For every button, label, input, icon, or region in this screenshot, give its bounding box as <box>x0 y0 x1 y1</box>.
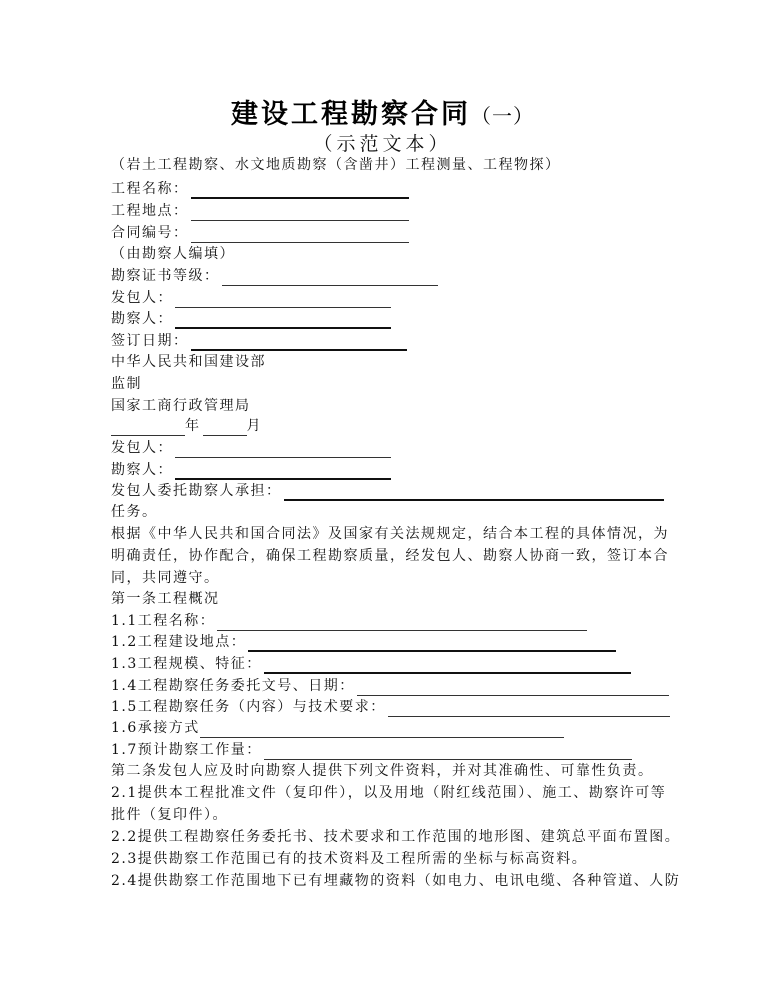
article2-item: 2.4提供勘察工作范围地下已有埋藏物的资料（如电力、电讯电缆、各种管道、人防 <box>111 873 681 889</box>
item-blank[interactable] <box>264 744 632 760</box>
article1-item <box>111 654 631 674</box>
client-blank-2[interactable] <box>175 442 391 458</box>
item-blank[interactable] <box>217 615 587 631</box>
party-field-sign-date <box>111 331 407 351</box>
contract-number-blank[interactable] <box>191 227 409 243</box>
field-label: 发包人： <box>111 440 173 456</box>
cover-field-contract-number <box>111 223 409 243</box>
item-label: 1.1工程名称： <box>111 613 216 629</box>
entrust-blank[interactable] <box>284 484 664 501</box>
item-label: 1.5工程勘察任务（内容）与技术要求： <box>111 699 386 715</box>
item-label: 1.6承接方式 <box>111 720 200 736</box>
article1-item <box>111 697 670 717</box>
item-blank[interactable] <box>264 657 631 674</box>
item-blank[interactable] <box>357 680 669 696</box>
item-label: 1.3工程规模、特征： <box>111 656 262 672</box>
cert-level-blank[interactable] <box>222 270 438 286</box>
field-label: 勘察人： <box>111 462 173 478</box>
item-label: 1.7预计勘察工作量： <box>111 742 262 758</box>
field-label: 合同编号： <box>111 225 189 241</box>
field-label: 勘察人： <box>111 311 173 327</box>
article1-item <box>111 676 669 696</box>
field-label: 发包人： <box>111 290 173 306</box>
date-line <box>111 416 262 436</box>
article1-item <box>111 611 587 631</box>
entrust-label: 发包人委托勘察人承担： <box>111 483 282 499</box>
party-field-surveyor <box>111 309 391 329</box>
preamble-line: 同，共同遵守。 <box>111 570 220 586</box>
cover-field-project-location <box>111 201 409 221</box>
scope-note: （岩土工程勘察、水文地质勘察（含凿井）工程测量、工程物探） <box>111 157 561 173</box>
year-label: 年 <box>185 418 201 434</box>
party-field-surveyor-2 <box>111 460 391 480</box>
preamble-line: 明确责任，协作配合，确保工程勘察质量，经发包人、勘察人协商一致，签订本合 <box>111 548 669 564</box>
preamble-line: 根据《中华人民共和国合同法》及国家有关法规规定，结合本工程的具体情况，为 <box>111 526 669 542</box>
year-blank[interactable] <box>111 420 185 436</box>
article2-item: 2.2提供工程勘察任务委托书、技术要求和工作范围的地形图、建筑总平面布置图。 <box>111 829 681 845</box>
item-label: 1.4工程勘察任务委托文号、日期： <box>111 678 355 694</box>
client-blank[interactable] <box>175 292 391 308</box>
article2-title: 第二条发包人应及时向勘察人提供下列文件资料，并对其准确性、可靠性负责。 <box>111 763 654 779</box>
article1-title: 第一条工程概况 <box>111 591 220 607</box>
fill-note: （由勘察人编填） <box>111 246 235 262</box>
article2-item: 2.3提供勘察工作范围已有的技术资料及工程所需的坐标与标高资料。 <box>111 851 588 867</box>
article2-item: 批件（复印件）。 <box>111 807 228 823</box>
cover-field-project-name <box>111 179 409 199</box>
surveyor-blank-2 <box>175 463 391 480</box>
project-location-blank[interactable] <box>191 205 409 221</box>
article1-item <box>111 632 616 652</box>
item-blank[interactable] <box>388 701 670 717</box>
project-name-blank[interactable] <box>191 182 409 199</box>
field-label: 工程名称： <box>111 181 189 197</box>
article2-item: 2.1提供本工程批准文件（复印件），以及用地（附红线范围）、施工、勘察许可等 <box>111 785 667 801</box>
item-blank[interactable] <box>248 635 616 652</box>
issuer-saic: 国家工商行政管理局 <box>111 398 251 414</box>
issuer-supervised: 监制 <box>111 376 142 392</box>
month-blank[interactable] <box>203 420 247 436</box>
item-blank[interactable] <box>200 722 564 738</box>
article1-item <box>111 718 564 738</box>
field-label: 工程地点： <box>111 203 189 219</box>
issuer-ministry: 中华人民共和国建设部 <box>111 354 266 370</box>
article1-item <box>111 740 632 760</box>
sign-date-blank[interactable] <box>191 334 407 351</box>
document-title <box>0 92 765 131</box>
surveyor-blank[interactable] <box>175 312 391 329</box>
document-subtitle: （示范文本） <box>313 133 452 155</box>
cert-field <box>111 266 438 286</box>
item-label: 1.2工程建设地点： <box>111 634 247 650</box>
title-main: 建设工程勘察合同 <box>231 99 471 130</box>
entrust-line <box>111 481 664 501</box>
party-field-client <box>111 288 391 308</box>
task-label: 任务。 <box>111 504 158 520</box>
field-label: 勘察证书等级： <box>111 268 220 284</box>
party-field-client-2 <box>111 438 391 458</box>
month-label: 月 <box>246 418 262 434</box>
field-label: 签订日期： <box>111 333 189 349</box>
title-suffix: （一） <box>471 104 534 128</box>
